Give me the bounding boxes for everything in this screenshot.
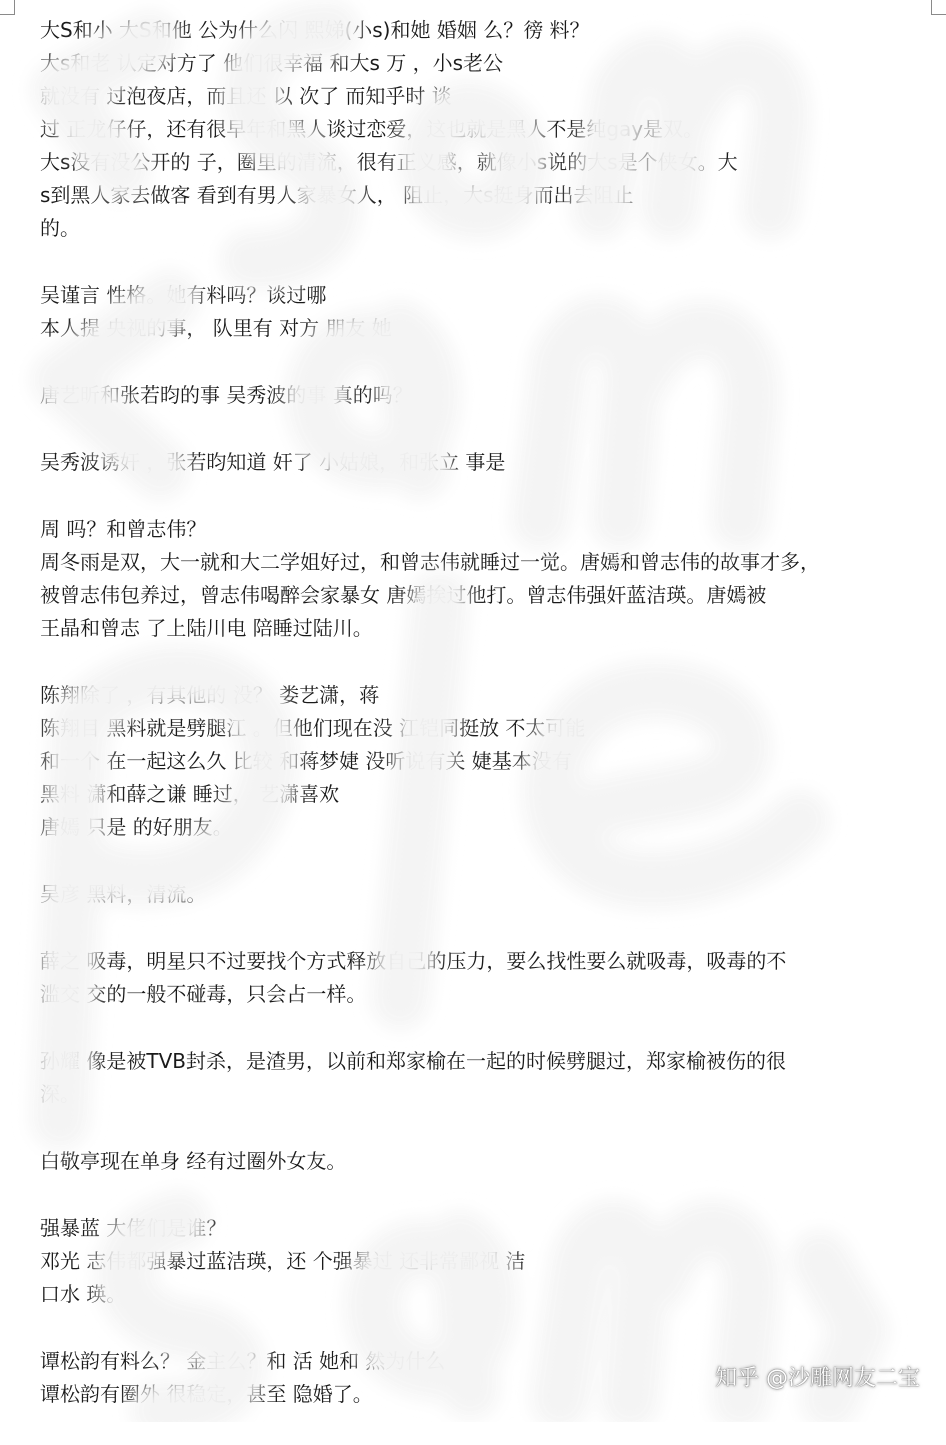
text-line: 强暴蓝 大佬们是谁？ — [40, 1216, 227, 1240]
text-line: 薛之 吸毒，明星只不过要找个方式释放自己的压力，要么找性要么就吸毒，吸毒的不 — [40, 949, 787, 973]
text-line: 陈翔目 黑料就是劈腿江 。但他们现在没 江铠同挺放 不太可能 — [40, 716, 586, 740]
text-line: 的。 — [40, 216, 80, 240]
text-line: 唐艺昕和张若昀的事 吴秀波的事 真的吗？ — [40, 383, 413, 407]
paragraph — [40, 379, 910, 412]
text-line: 深。 — [40, 1082, 80, 1106]
paragraph — [40, 1145, 910, 1178]
paragraph — [40, 679, 910, 844]
text-line: 大S和小 大S和他 公为什么闪 熙娣(小s)和她 婚姻 么？徬 料？ — [40, 18, 590, 42]
paragraph — [40, 279, 910, 345]
text-line: 王晶和曾志 了上陆川电 陪睡过陆川。 — [40, 616, 373, 640]
text-line: 谭松韵有圈外 很稳定，甚至 隐婚了。 — [40, 1382, 373, 1406]
page-corner-mark-right — [931, 0, 946, 15]
text-line: 大s和老 认定对方了 他们很幸福 和大s 万 ，小s老公 — [40, 51, 504, 75]
text-line: 周 吗？和曾志伟？ — [40, 517, 207, 541]
paragraph — [40, 1045, 910, 1111]
text-line: 孙耀 像是被TVB封杀，是渣男，以前和郑家榆在一起的时候劈腿过，郑家榆被伤的很 — [40, 1049, 786, 1073]
text-line: 吴秀波诱奸 ，张若昀知道 奸了 小姑娘，和张立 事是 — [40, 450, 506, 474]
text-line: 邓光 志伟都强暴过蓝洁瑛，还 个强暴过 还非常鄙视 洁 — [40, 1249, 526, 1273]
text-line: 吴谨言 性格。她有料吗？谈过哪 — [40, 283, 327, 307]
paragraph — [40, 878, 910, 911]
text-line: 唐嫣 只是 的好朋友。 — [40, 815, 233, 839]
text-line: s到黑人家去做客 看到有男人家暴女人， 阻止，大s挺身而出去阻止 — [40, 183, 634, 207]
paragraph — [40, 1212, 910, 1311]
text-line: 口水 瑛。 — [40, 1282, 127, 1306]
text-line: 谭松韵有料么？ 金主么？和 活 她和 然为什么 — [40, 1349, 446, 1373]
paragraph — [40, 446, 910, 479]
text-line: 滥交 交的一般不碰毒，只会占一样。 — [40, 982, 367, 1006]
text-line: 本人提 央视的事， 队里有 对方 朋友 她 — [40, 316, 392, 340]
page-corner-mark-left — [0, 0, 15, 15]
text-line: 和一个 在一起这么久 比较 和蒋梦婕 没听说有关 婕基本没有 — [40, 749, 572, 773]
document-page — [40, 14, 910, 1445]
paragraph — [40, 14, 910, 245]
zhihu-watermark: 知乎 @沙雕网友二宝 — [715, 1366, 920, 1391]
text-line: 被曾志伟包养过，曾志伟喝醉会家暴女 唐嫣挨过他打。曾志伟强奸蓝洁瑛。唐嫣被 — [40, 583, 767, 607]
text-line: 大s没有没公开的 子，圈里的清流，很有正义感，就像小s说的大s是个侠女。大 — [40, 150, 738, 174]
text-line: 黑料 潇和薛之谦 睡过， 艺潇喜欢 — [40, 782, 340, 806]
text-line: 就没有 过泡夜店，而且还 以 次了 而知乎时 谈 — [40, 84, 452, 108]
text-line: 吴彦 黑料，清流。 — [40, 882, 207, 906]
text-line: 陈翔除了 ，有其他的 没？ 娄艺潇，蒋 — [40, 683, 380, 707]
paragraph — [40, 945, 910, 1011]
text-line: 过 正龙仔仔，还有很早年和黑人谈过恋爱，这也就是黑人不是纯gay是双。 — [40, 117, 704, 141]
text-line: 白敬亭现在单身 经有过圈外女友。 — [40, 1149, 347, 1173]
paragraph — [40, 513, 910, 645]
text-line: 周冬雨是双，大一就和大二学姐好过，和曾志伟就睡过一觉。唐嫣和曾志伟的故事才多， — [40, 550, 820, 574]
